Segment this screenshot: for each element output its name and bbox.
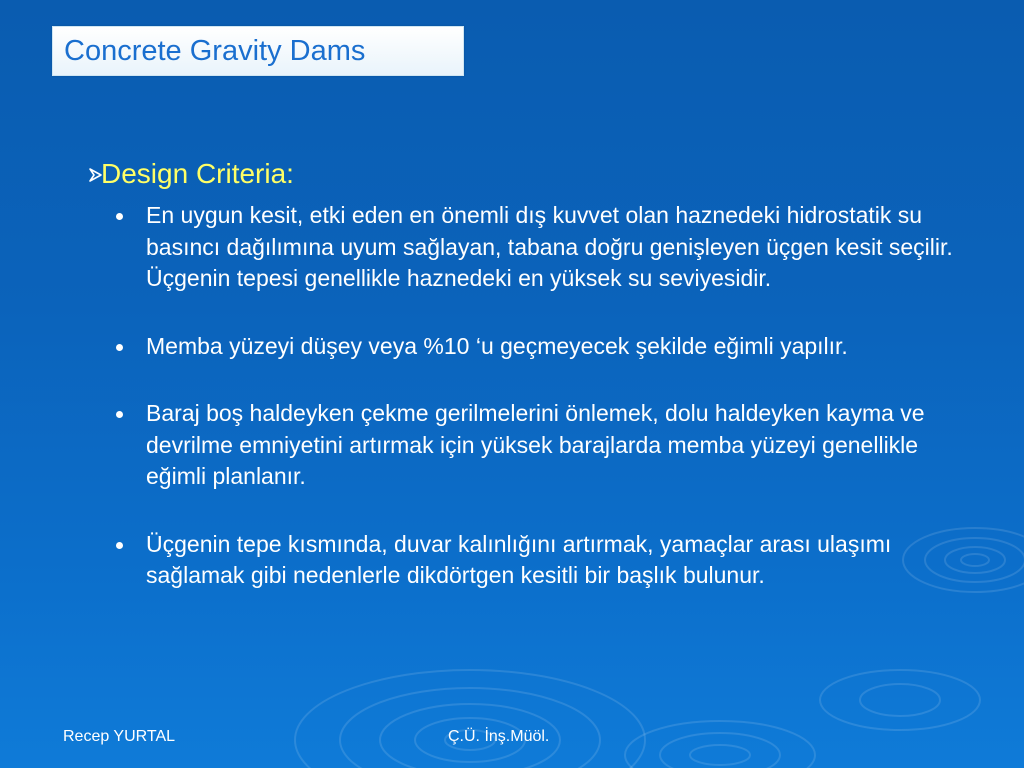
bullet-text: Baraj boş haldeyken çekme gerilmelerini önlemek, dolu haldeyken kayma ve devrilme emniyetini artırmak için yüksek barajlarda memba yüzeyi genellikle eğimli planlanır.: [146, 400, 925, 489]
bullet-text: Üçgenin tepe kısmında, duvar kalınlığını artırmak, yamaçlar arası ulaşımı sağlamak gibi nedenlerle dikdörtgen kesitli bir başlık bulunur.: [146, 530, 892, 588]
bullet-text: En uygun kesit, etki eden en önemli dış kuvvet olan haznedeki hidrostatik su basıncı dağılımına uyum sağlayan, tabana doğru genişleyen üçgen kesit seçilir. Üçgenin tepesi genellikle haznedeki en yüksek su seviyesidir.: [146, 202, 953, 291]
section-heading: [88, 156, 988, 196]
footer-author: Recep YURTAL: [63, 728, 176, 745]
slide-title: Concrete Gravity Dams: [64, 35, 366, 67]
bullet-dot-icon: [116, 542, 123, 549]
footer-department: Ç.Ü. İnş.Müöl.: [448, 728, 550, 745]
content-section: [88, 156, 988, 588]
bullet-item: [114, 398, 974, 493]
bullet-list: [114, 200, 974, 628]
bullet-item: [114, 200, 974, 295]
bullet-item: [114, 529, 974, 592]
slide-title-box: [52, 26, 464, 76]
section-title: Design Criteria:: [101, 158, 294, 189]
bullet-dot-icon: [116, 213, 123, 220]
bullet-dot-icon: [116, 411, 123, 418]
bullet-item: [114, 331, 974, 363]
bullet-text: Memba yüzeyi düşey veya %10 ‘u geçmeyecek şekilde eğimli yapılır.: [146, 332, 848, 359]
bullet-dot-icon: [116, 344, 123, 351]
